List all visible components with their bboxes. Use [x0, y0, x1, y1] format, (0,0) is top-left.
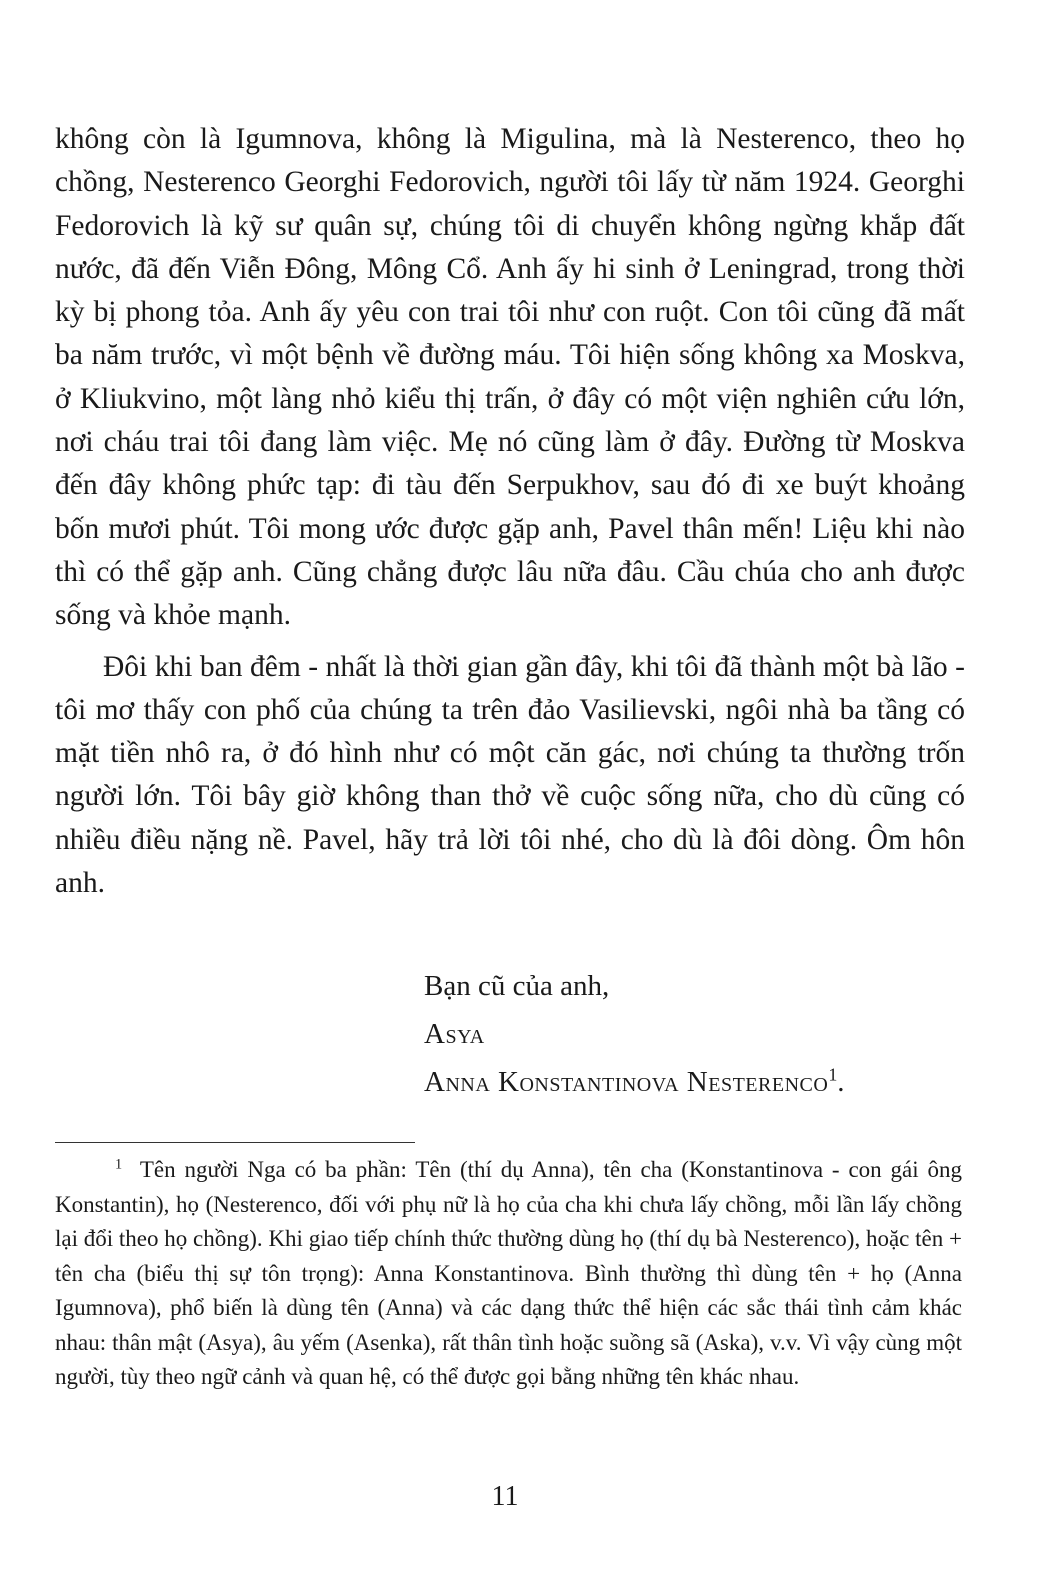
footnote-marker: 1 [115, 1156, 123, 1173]
signature-full-name: Anna Konstantinova Nesterenco [424, 1066, 829, 1098]
signature-full-name-line [424, 1058, 845, 1106]
body-text [55, 118, 965, 905]
paragraph: Đôi khi ban đêm - nhất là thời gian gần đây, khi tôi đã thành một bà lão - tôi mơ thấy con phố của chúng ta trên đảo Vasilievski, ngôi nhà ba tầng có mặt tiền nhô ra, ở đó hình như có một căn gác, nơi chúng ta thường trốn người lớn. Tôi bây giờ không than thở về cuộc sống nữa, cho dù cũng có nhiều điều nặng nề. Pavel, hãy trả lời tôi nhé, cho dù là đôi dòng. Ôm hôn anh. [55, 650, 965, 900]
footnote-divider [55, 1142, 415, 1143]
footnote [55, 1153, 962, 1395]
signature-nickname: Asya [424, 1018, 485, 1050]
signature-closing: Bạn cũ của anh, [424, 970, 610, 1002]
footnote-text: Tên người Nga có ba phần: Tên (thí dụ Anna), tên cha (Konstantinova - con gái ông Konstantin), họ (Nesterenco, đối với phụ nữ là họ của cha khi chưa lấy chồng, mỗi lần lấy chồng lại đổi theo họ chồng). Khi giao tiếp chính thức thường dùng họ (thí dụ bà Nesterenco), hoặc tên + tên cha (biểu thị sự tôn trọng): Anna Konstantinova. Bình thường thì dùng tên + họ (Anna Igumnova), phổ biến là dùng tên (Anna) và các dạng thức thể hiện các sắc thái tình cảm khác nhau: thân mật (Asya), âu yếm (Asenka), rất thân tình hoặc suồng sã (Aska), v.v. Vì vậy cùng một người, tùy theo ngữ cảnh và quan hệ, có thể được gọi bằng những tên khác nhau. [55, 1157, 963, 1389]
footnote-reference: 1 [828, 1064, 838, 1085]
signature-full-name-end: . [837, 1066, 845, 1098]
page-number: 11 [491, 1481, 519, 1512]
paragraph-continued: không còn là Igumnova, không là Migulina, mà là Nesterenco, theo họ chồng, Nesterenco Georghi Fedorovich, người tôi lấy từ năm 1924. Georghi Fedorovich là kỹ sư quân sự, chúng tôi di chuyển không ngừng khắp đất nước, đã đến Viễn Đông, Mông Cổ. Anh ấy hi sinh ở Leningrad, trong thời kỳ bị phong tỏa. Anh ấy yêu con trai tôi như con ruột. Con tôi cũng đã mất ba năm trước, vì một bệnh về đường máu. Tôi hiện sống không xa Moskva, ở Kliukvino, một làng nhỏ kiểu thị trấn, ở đây có một viện nghiên cứu lớn, nơi cháu trai tôi đang làm việc. Mẹ nó cũng làm ở đây. Đường từ Moskva đến đây không phức tạp: đi tàu đến Serpukhov, sau đó đi xe buýt khoảng bốn mươi phút. Tôi mong ước được gặp anh, Pavel thân mến! Liệu khi nào thì có thể gặp anh. Cũng chẳng được lâu nữa đâu. Cầu chúa cho anh được sống và khỏe mạnh. [55, 123, 965, 632]
letter-signature [424, 962, 845, 1106]
